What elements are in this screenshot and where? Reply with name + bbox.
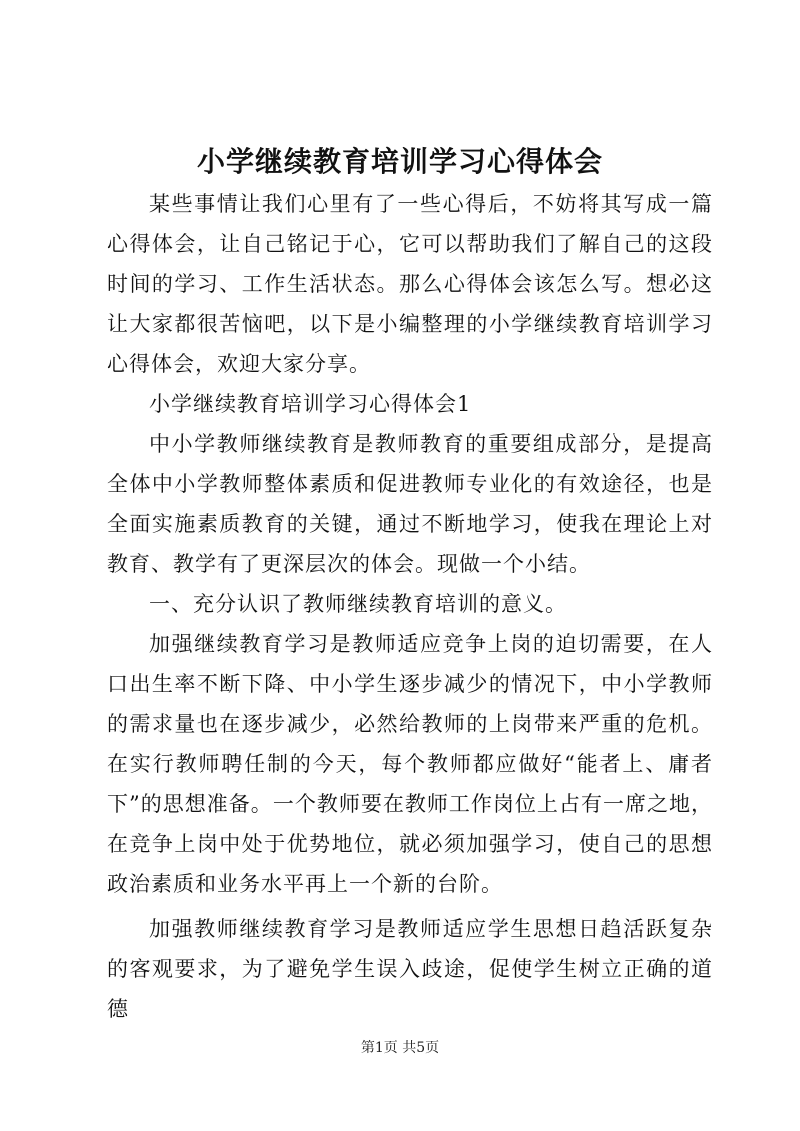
paragraph-competition: 加强继续教育学习是教师适应竞争上岗的迫切需要，在人口出生率不断下降、中小学生逐步减少的情况下，中小学教师的需求量也在逐步减少，必然给教师的上岗带来严重的危机。在实行教师聘任制的今天，每个教师都应做好“能者上、庸者下”的思想准备。一个教师要在教师工作岗位上占有一席之地，在竞争上岗中处于优势地位，就必须加强学习，使自己的思想政治素质和业务水平再上一个新的台阶。 (107, 632, 713, 896)
paragraph-intro: 某些事情让我们心里有了一些心得后，不妨将其写成一篇心得体会，让自己铭记于心，它可以帮助我们了解自己的这段时间的学习、工作生活状态。那么心得体会该怎么写。想必这让大家都很苦恼吧，以下是小编整理的小学继续教育培训学习心得体会，欢迎大家分享。 (107, 192, 713, 376)
document-body (107, 184, 713, 1029)
paragraph-continuing-education: 中小学教师继续教育是教师教育的重要组成部分，是提高全体中小学教师整体素质和促进教师专业化的有效途径，也是全面实施素质教育的关键，通过不断地学习，使我在理论上对教育、教学有了更深层次的体会。现做一个小结。 (107, 432, 713, 576)
paragraph-section-heading: 一、充分认识了教师继续教育培训的意义。 (149, 592, 567, 616)
paragraph-subheading: 小学继续教育培训学习心得体会1 (149, 392, 472, 416)
document-title: 小学继续教育培训学习心得体会 (196, 145, 603, 178)
paragraph-student-needs: 加强教师继续教育学习是教师适应学生思想日趋活跃复杂的客观要求，为了避免学生误入歧途，促使学生树立正确的道德 (107, 917, 713, 1021)
page-number: 第1页 共5页 (360, 1040, 440, 1056)
